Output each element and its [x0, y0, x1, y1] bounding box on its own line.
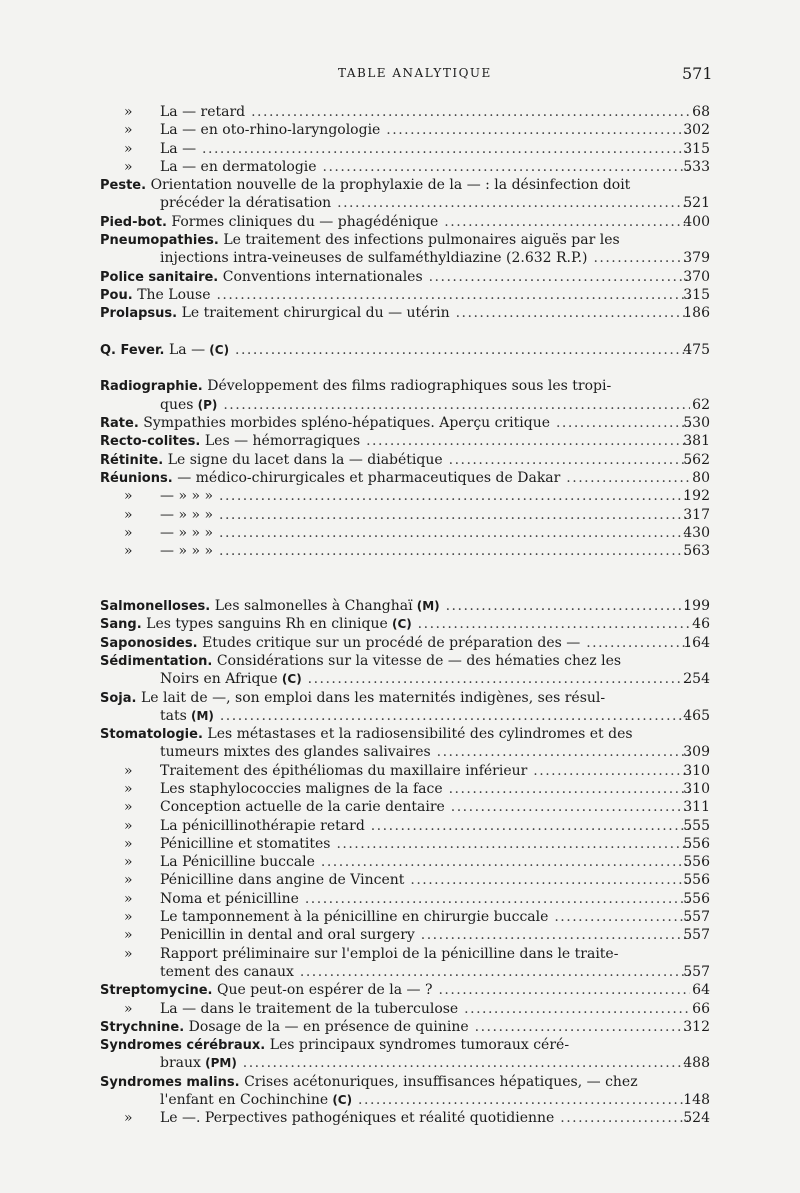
entry-page-number: 379 — [683, 250, 710, 267]
entry-page-number: 254 — [683, 671, 710, 688]
entry-text — [160, 963, 690, 981]
index-entry — [0, 176, 800, 194]
entry-description: Le lait de —, son emploi dans les maternités indigènes, ses résul- — [141, 689, 606, 706]
entry-text — [100, 981, 690, 1000]
index-list — [0, 103, 800, 1128]
index-entry — [0, 1073, 800, 1091]
ditto-mark: » — [124, 780, 133, 797]
entry-page-number: 555 — [683, 817, 710, 834]
entry-description: tats — [160, 707, 187, 724]
entry-type-tag: (PM) — [200, 1056, 237, 1071]
index-entry — [0, 268, 800, 286]
entry-page-number: 148 — [683, 1092, 710, 1109]
entry-type-tag: (C) — [387, 617, 412, 632]
ditto-mark: » — [124, 799, 133, 816]
entry-description: Traitement des épithéliomas du maxillaire inférieur — [160, 762, 528, 779]
entry-text — [124, 817, 690, 835]
entry-text — [124, 890, 690, 908]
index-entry — [0, 743, 800, 761]
entry-description: — » » » — [160, 524, 214, 541]
entry-page-number: 556 — [683, 890, 710, 907]
entry-page-number: 524 — [683, 1110, 710, 1127]
section-gap — [0, 323, 800, 341]
index-entry — [0, 121, 800, 139]
entry-description: Les principaux syndromes tumoraux céré- — [269, 1037, 570, 1054]
entry-page-number: 475 — [683, 341, 710, 358]
entry-heading: Peste. — [100, 178, 151, 194]
index-entry — [0, 487, 800, 505]
ditto-mark: » — [124, 104, 133, 120]
entry-page-number: 309 — [683, 744, 710, 761]
entry-text — [160, 743, 690, 761]
entry-text — [100, 304, 690, 323]
entry-description: — » » » — [160, 543, 214, 560]
entry-text — [100, 231, 690, 250]
entry-description: Le —. Perpectives pathogéniques et réalité quotidienne — [160, 1110, 555, 1127]
entry-description: Formes cliniques du — phagédénique — [171, 213, 439, 230]
entry-description: Que peut-on espérer de la — ? — [216, 982, 433, 999]
entry-page-number: 317 — [683, 506, 710, 523]
entry-description: Les staphylococcies malignes de la face — [160, 780, 443, 797]
entry-text — [124, 762, 690, 780]
entry-description: Les types sanguins Rh en clinique — [146, 616, 388, 633]
entry-heading: Police sanitaire. — [100, 269, 223, 285]
entry-text — [160, 1054, 690, 1072]
ditto-mark: » — [124, 890, 133, 907]
entry-text — [100, 213, 690, 232]
entry-text — [124, 1109, 690, 1127]
index-entry — [0, 945, 800, 963]
entry-text — [124, 835, 690, 853]
index-entry — [0, 469, 800, 487]
entry-text — [124, 1000, 690, 1018]
entry-type-tag: (M) — [412, 599, 440, 614]
ditto-mark: » — [124, 872, 133, 889]
entry-text — [124, 487, 690, 505]
entry-page-number: 488 — [683, 1055, 710, 1072]
index-entry — [0, 396, 800, 414]
section-gap — [0, 579, 800, 597]
entry-description: Pénicilline et stomatites — [160, 835, 331, 852]
page-header — [0, 64, 800, 84]
ditto-mark: » — [124, 158, 133, 175]
entry-text — [100, 652, 690, 671]
entry-description: Les — hémorragiques — [204, 433, 361, 450]
entry-description: Noma et pénicilline — [160, 890, 299, 907]
index-entry — [0, 304, 800, 322]
ditto-mark: » — [124, 524, 133, 541]
entry-heading: Réunions. — [100, 470, 178, 486]
entry-type-tag: (C) — [328, 1093, 353, 1108]
entry-description: The Louse — [137, 286, 211, 303]
entry-description: La — en dermatologie — [160, 158, 317, 175]
entry-page-number: 557 — [683, 927, 710, 944]
entry-description: Conception actuelle de la carie dentaire — [160, 799, 445, 816]
entry-page-number: 310 — [683, 762, 710, 779]
entry-description: Développement des films radiographiques sous les tropi- — [207, 378, 612, 395]
entry-heading: Recto-colites. — [100, 434, 205, 450]
entry-text — [124, 926, 690, 944]
entry-description: Le signe du lacet dans la — diabétique — [167, 451, 443, 468]
index-entry — [0, 725, 800, 743]
entry-text — [100, 725, 690, 744]
index-entry — [0, 414, 800, 432]
entry-page-number: 186 — [683, 305, 710, 322]
entry-page-number: 68 — [692, 104, 710, 120]
entry-text — [160, 396, 690, 414]
ditto-mark: » — [124, 854, 133, 871]
entry-text — [124, 853, 690, 871]
index-entry — [0, 451, 800, 469]
entry-page-number: 315 — [683, 286, 710, 303]
entry-text — [124, 524, 690, 542]
index-entry — [0, 249, 800, 267]
entry-text — [100, 414, 690, 433]
entry-text — [160, 1091, 690, 1109]
entry-heading: Stomatologie. — [100, 727, 208, 743]
index-entry — [0, 615, 800, 633]
entry-heading: Saponosides. — [100, 635, 203, 651]
index-entry — [0, 377, 800, 395]
index-entry — [0, 341, 800, 359]
entry-text — [100, 634, 690, 653]
index-entry — [0, 890, 800, 908]
entry-description: La Pénicilline buccale — [160, 854, 315, 871]
entry-text — [124, 871, 690, 889]
entry-page-number: 400 — [683, 213, 710, 230]
entry-text — [100, 286, 690, 305]
entry-heading: Syndromes cérébraux. — [100, 1038, 270, 1054]
entry-heading: Salmonelloses. — [100, 599, 215, 615]
entry-heading: Syndromes malins. — [100, 1074, 245, 1090]
entry-description: Pénicilline dans angine de Vincent — [160, 872, 405, 889]
entry-page-number: 563 — [683, 543, 710, 560]
ditto-mark: » — [124, 909, 133, 926]
entry-text — [160, 670, 690, 688]
entry-text — [124, 780, 690, 798]
entry-description: Crises acétonuriques, insuffisances hépatiques, — chez — [244, 1073, 638, 1090]
entry-page-number: 521 — [683, 195, 710, 212]
entry-page-number: 315 — [683, 140, 710, 157]
entry-page-number: 430 — [683, 524, 710, 541]
ditto-mark: » — [124, 140, 133, 157]
ditto-mark: » — [124, 1110, 133, 1127]
entry-description: précéder la dératisation — [160, 195, 332, 212]
entry-description: — » » » — [160, 506, 214, 523]
entry-description: La — retard — [160, 104, 246, 120]
entry-page-number: 465 — [683, 707, 710, 724]
entry-description: Conventions internationales — [222, 268, 423, 285]
entry-description: Le traitement des infections pulmonaires aiguës par les — [223, 232, 620, 249]
entry-page-number: 164 — [683, 634, 710, 651]
entry-text — [100, 1073, 690, 1092]
entry-description: Le traitement chirurgical du — utérin — [181, 305, 450, 322]
index-entry — [0, 140, 800, 158]
entry-page-number: 64 — [692, 982, 710, 999]
entry-page-number: 80 — [692, 469, 710, 486]
ditto-mark: » — [124, 506, 133, 523]
entry-text — [100, 451, 690, 470]
ditto-mark: » — [124, 543, 133, 560]
index-entry — [0, 817, 800, 835]
entry-description: Considérations sur la vitesse de — des hématies chez les — [216, 652, 622, 669]
entry-text — [124, 158, 690, 176]
index-entry — [0, 835, 800, 853]
entry-description: La — — [169, 341, 206, 358]
index-entry — [0, 853, 800, 871]
index-entry — [0, 286, 800, 304]
index-entry — [0, 1018, 800, 1036]
entry-description: injections intra-veineuses de sulfaméthyldiazine (2.632 R.P.) — [160, 250, 588, 267]
entry-description: Le tamponnement à la pénicilline en chirurgie buccale — [160, 909, 549, 926]
entry-description: La — en oto-rhino-laryngologie — [160, 122, 381, 139]
index-entry — [0, 926, 800, 944]
entry-text — [100, 432, 690, 451]
entry-page-number: 530 — [683, 415, 710, 432]
ditto-mark: » — [124, 762, 133, 779]
entry-page-number: 312 — [683, 1018, 710, 1035]
index-entry — [0, 1036, 800, 1054]
entry-page-number: 311 — [683, 799, 710, 816]
entry-heading: Q. Fever. — [100, 342, 169, 358]
index-entry — [0, 1000, 800, 1018]
index-entry — [0, 871, 800, 889]
index-entry — [0, 542, 800, 560]
entry-text — [100, 469, 690, 488]
entry-description: Noirs en Afrique — [160, 671, 278, 688]
entry-description: La — — [160, 140, 197, 157]
index-entry — [0, 506, 800, 524]
entry-heading: Sédimentation. — [100, 653, 217, 669]
entry-description: Les métastases et la radiosensibilité des cylindromes et des — [207, 726, 633, 743]
entry-description: Etudes critique sur un procédé de préparation des — — [202, 634, 581, 651]
entry-text — [100, 377, 690, 396]
entry-type-tag: (P) — [193, 397, 218, 412]
entry-page-number: 557 — [683, 963, 710, 980]
index-entry — [0, 707, 800, 725]
ditto-mark: » — [124, 817, 133, 834]
entry-description: ques — [160, 396, 194, 413]
ditto-mark: » — [124, 488, 133, 505]
entry-text — [160, 707, 690, 725]
page-number: 571 — [682, 64, 713, 83]
index-entry — [0, 158, 800, 176]
entry-heading: Prolapsus. — [100, 306, 182, 322]
ditto-mark: » — [124, 122, 133, 139]
entry-page-number: 302 — [683, 122, 710, 139]
entry-text — [124, 908, 690, 926]
entry-text — [100, 1036, 690, 1055]
ditto-mark: » — [124, 927, 133, 944]
index-entry — [0, 634, 800, 652]
entry-description: Orientation nouvelle de la prophylaxie de la — : la désinfection doit — [150, 177, 631, 194]
index-entry — [0, 213, 800, 231]
section-gap — [0, 359, 800, 377]
entry-page-number: 556 — [683, 835, 710, 852]
entry-type-tag: (M) — [186, 708, 214, 723]
entry-heading: Pou. — [100, 287, 138, 303]
entry-heading: Streptomycine. — [100, 983, 217, 999]
ditto-mark: » — [124, 945, 133, 962]
entry-text — [124, 103, 690, 121]
index-entry — [0, 432, 800, 450]
entry-text — [100, 176, 690, 195]
entry-heading: Rate. — [100, 416, 144, 432]
entry-description: braux — [160, 1055, 201, 1072]
entry-type-tag: (C) — [277, 672, 302, 687]
index-entry — [0, 231, 800, 249]
index-entry — [0, 908, 800, 926]
entry-text — [100, 597, 690, 616]
entry-description: Rapport préliminaire sur l'emploi de la pénicilline dans le traite- — [160, 945, 619, 962]
entry-description: — » » » — [160, 488, 214, 505]
index-entry — [0, 1054, 800, 1072]
ditto-mark: » — [124, 1000, 133, 1017]
index-entry — [0, 963, 800, 981]
entry-type-tag: (C) — [205, 342, 230, 357]
entry-heading: Strychnine. — [100, 1019, 189, 1035]
index-entry — [0, 194, 800, 212]
entry-page-number: 381 — [683, 433, 710, 450]
index-entry — [0, 524, 800, 542]
index-entry — [0, 780, 800, 798]
entry-page-number: 192 — [683, 488, 710, 505]
index-entry — [0, 103, 800, 121]
entry-heading: Sang. — [100, 617, 147, 633]
entry-description: La — dans le traitement de la tuberculose — [160, 1000, 459, 1017]
index-entry — [0, 1091, 800, 1109]
entry-description: — médico-chirurgicales et pharmaceutiques de Dakar — [177, 469, 561, 486]
entry-text — [124, 140, 690, 158]
index-entry — [0, 689, 800, 707]
entry-text — [124, 542, 690, 560]
entry-text — [100, 689, 690, 708]
entry-text — [160, 249, 690, 267]
entry-text — [100, 341, 690, 360]
entry-text — [124, 945, 690, 963]
index-entry — [0, 670, 800, 688]
index-entry — [0, 597, 800, 615]
entry-text — [124, 121, 690, 139]
entry-text — [100, 1018, 690, 1037]
entry-text — [160, 194, 690, 212]
entry-page-number: 557 — [683, 909, 710, 926]
entry-description: l'enfant en Cochinchine — [160, 1092, 329, 1109]
entry-page-number: 199 — [683, 598, 710, 615]
index-entry — [0, 1109, 800, 1127]
entry-page-number: 533 — [683, 158, 710, 175]
entry-text — [124, 506, 690, 524]
entry-heading: Pneumopathies. — [100, 233, 224, 249]
entry-page-number: 562 — [683, 451, 710, 468]
section-gap — [0, 560, 800, 578]
index-entry — [0, 981, 800, 999]
entry-text — [100, 615, 690, 634]
entry-page-number: 62 — [692, 396, 710, 413]
entry-page-number: 370 — [683, 268, 710, 285]
running-title: TABLE ANALYTIQUE — [338, 66, 492, 80]
index-entry — [0, 762, 800, 780]
ditto-mark: » — [124, 835, 133, 852]
entry-page-number: 310 — [683, 780, 710, 797]
index-entry — [0, 652, 800, 670]
entry-description: Sympathies morbides spléno-hépatiques. Aperçu critique — [143, 415, 551, 432]
index-entry — [0, 798, 800, 816]
entry-description: tement des canaux — [160, 963, 294, 980]
entry-description: La pénicillinothérapie retard — [160, 817, 365, 834]
entry-page-number: 66 — [692, 1000, 710, 1017]
entry-page-number: 46 — [692, 616, 710, 633]
entry-text — [124, 798, 690, 816]
entry-page-number: 556 — [683, 854, 710, 871]
entry-page-number: 556 — [683, 872, 710, 889]
entry-description: Penicillin in dental and oral surgery — [160, 927, 415, 944]
entry-description: Les salmonelles à Changhaï — [214, 598, 413, 615]
entry-heading: Radiographie. — [100, 379, 208, 395]
entry-heading: Pied-bot. — [100, 214, 172, 230]
entry-text — [100, 268, 690, 287]
entry-heading: Rétinite. — [100, 452, 168, 468]
entry-description: Dosage de la — en présence de quinine — [188, 1018, 469, 1035]
entry-heading: Soja. — [100, 690, 141, 706]
entry-description: tumeurs mixtes des glandes salivaires — [160, 744, 431, 761]
